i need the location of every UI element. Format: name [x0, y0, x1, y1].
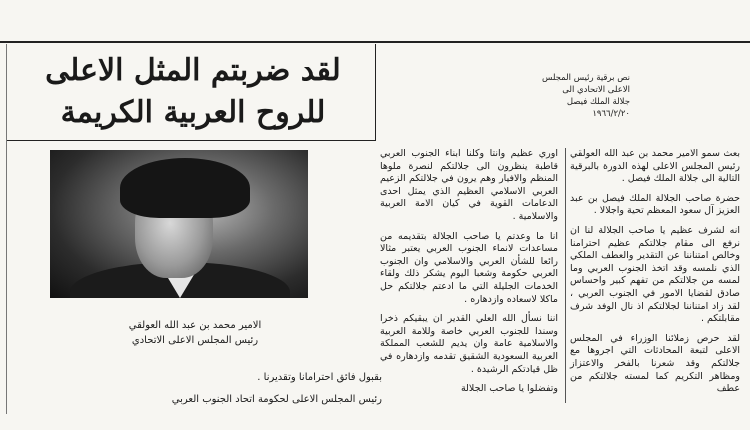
top-rule [0, 41, 750, 43]
headline [8, 50, 378, 134]
article-paragraph: حضرة صاحب الجلالة الملك فيصل بن عبد العزيز آل سعود المعظم تحية واجلالا . [570, 192, 740, 217]
telegram-date: ١٩٦٦/٢/٢٠ [592, 109, 630, 119]
article-paragraph: لقد حرص زملائنا الوزراء في المجلس الاعلى لتبعة المحادثات التي اجروها مع جلالتكم وقد شعرنا بالفخر والاعتزاز ومظاهر التكريم كما لمسته جلالتكم من عطف [570, 332, 740, 395]
telegram-header [500, 72, 630, 120]
photo-hair [120, 158, 250, 218]
photo-caption [90, 318, 300, 348]
headline-line-1: لقد ضربتم المثل الاعلى [45, 53, 341, 88]
caption-name: الامير محمد بن عبد الله العولقي [128, 320, 262, 331]
article-paragraph: وتفضلوا يا صاحب الجلالة [460, 383, 558, 395]
signature-line: رئيس المجلس الاعلى لحكومة اتحاد الجنوب العربي [171, 394, 382, 405]
closing-line: بقبول فائق احترامانا وتقديرنا . [257, 372, 382, 383]
caption-title: رئيس المجلس الاعلى الاتحادي [131, 335, 259, 346]
telegram-header-line: نص برقية رئيس المجلس [541, 73, 630, 83]
portrait-photo [50, 150, 308, 298]
column-divider [565, 148, 566, 403]
telegram-header-line: الاعلى الاتحادي الى [562, 85, 630, 95]
article-paragraph: انا ما وعدتم يا صاحب الجلالة بتقديمه من مساعدات لانماء الجنوب العربي يعتبر مثالا رائعا للشأن العربي والاسلامي وان الجنوب العربي حكومة وشعبا اليوم يشكر ذلك ولقاء الخدمات الجليلة التي ما ادعتم جلالتكم حل ماكلا لاسعاده وازدهاره . [380, 230, 558, 305]
telegram-header-line: جلالة الملك فيصل [566, 97, 630, 107]
article-paragraph: اوري عظيم وانتا وكلنا ابناء الجنوب العربي قاطبة ينظرون الى جلالتكم لنصرة ملوها المنظم والافيار وهم يرون في جلالتكم الزعيم العربي الاسلامي العظيم الذي يمثل احدى الدعامات القوية في كيان الامة العربية والاسلامية . [380, 148, 558, 222]
article-column-right [570, 148, 740, 403]
left-edge-rule [6, 44, 7, 414]
article-column-middle [380, 148, 558, 403]
headline-bottom-rule [6, 140, 376, 141]
article-paragraph: اننا نسأل الله العلي القدير ان يبقيكم ذخرا وسندا للجنوب العربي خاصة وللامة العربية والاسلامية عامة وان يديم للشعب المملكة العربية السعودية الشقيق تقدمه وازدهاره في ظل قيادتكم الرشيدة . [380, 313, 558, 375]
article-paragraph: بعث سمو الامير محمد بن عبد الله العولقي رئيس المجلس الاعلى لهذه الدورة بالبرقية التالية الى جلالة الملك فيصل . [570, 148, 740, 185]
article-paragraph: انه لشرف عظيم يا صاحب الجلالة لنا ان نرفع الى مقام جلالتكم عظيم احترامنا وخالص امتناننا عن التقدير والعطف الملكي الذي نلمسه وقد اتخذ الجنوب العربي وما لمسه من جلالتكم من تفهم كبير واحساس صادق لقضايا الامور في الجنوب العربي ، لقد زاد امتناننا لجلالتكم اذ نال الوفد شرف مقابلتكم . [570, 224, 740, 325]
headline-line-2: للروح العربية الكريمة [60, 95, 326, 130]
